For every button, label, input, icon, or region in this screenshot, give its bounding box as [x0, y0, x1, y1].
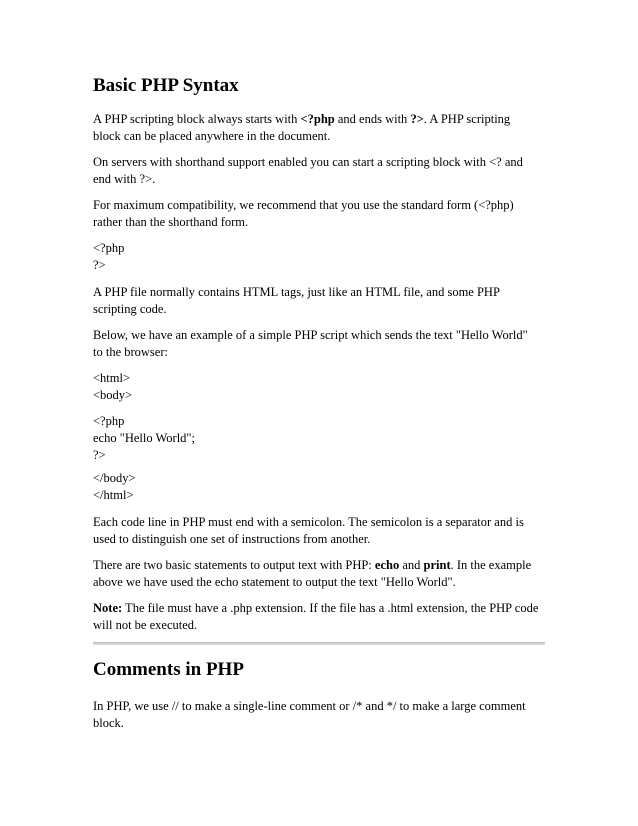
paragraph-php-file: A PHP file normally contains HTML tags, just like an HTML file, and some PHP scripting code.: [93, 285, 500, 316]
paragraph-comments: In PHP, we use // to make a single-line comment or /* and */ to make a large comment block.: [93, 699, 526, 730]
paragraph-note: Note: The file must have a .php extension. If the file has a .html extension, the PHP code will not be executed.: [93, 601, 539, 632]
paragraph-example-intro: Below, we have an example of a simple PHP script which sends the text "Hello World" to the browser:: [93, 328, 528, 359]
section-divider: [93, 642, 545, 645]
heading-comments-in-php: Comments in PHP: [93, 659, 244, 680]
paragraph-semicolon: Each code line in PHP must end with a semicolon. The semicolon is a separator and is used to distinguish one set of instructions from another.: [93, 515, 524, 546]
code-block-php-echo: <?php echo "Hello World"; ?>: [93, 414, 196, 462]
paragraph-output-statements: There are two basic statements to output text with PHP: echo and print. In the example above we have used the echo statement to output the text "Hello World".: [93, 558, 532, 589]
paragraph-shorthand: On servers with shorthand support enabled you can start a scripting block with <? and end with ?>.: [93, 155, 523, 186]
code-block-php-tags: <?php ?>: [93, 241, 125, 272]
code-block-html-open: <html> <body>: [93, 371, 133, 402]
paragraph-compatibility: For maximum compatibility, we recommend that you use the standard form (<?php) rather than the shorthand form.: [93, 198, 514, 229]
note-label: Note:: [93, 601, 123, 615]
heading-basic-php-syntax: Basic PHP Syntax: [93, 75, 239, 96]
code-block-html-close: </body> </html>: [93, 471, 136, 502]
paragraph-intro: A PHP scripting block always starts with <?php and ends with ?>. A PHP scripting block can be placed anywhere in the document.: [93, 112, 511, 143]
